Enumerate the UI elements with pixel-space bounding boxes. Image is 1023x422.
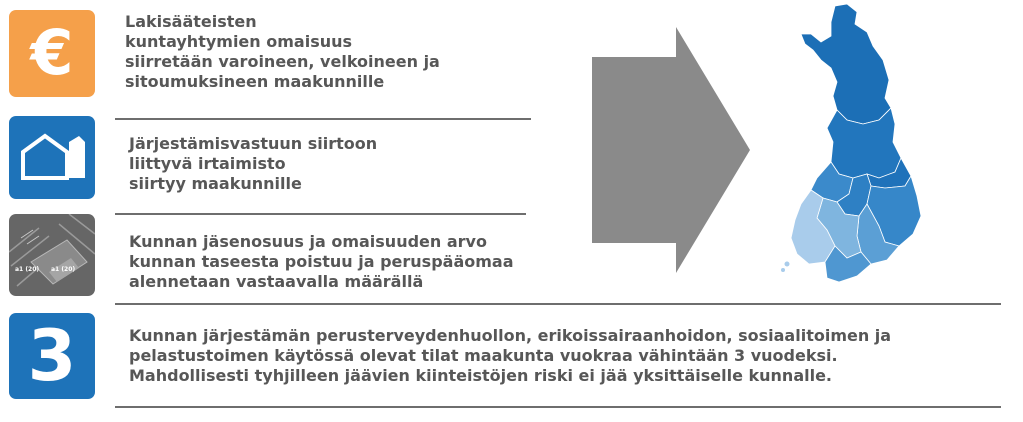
text-line: liittyvä irtaimisto <box>129 154 286 173</box>
number-three-tile <box>9 313 95 399</box>
text-line: alennetaan vastaavalla määrällä <box>129 272 424 291</box>
divider <box>115 118 531 120</box>
divider <box>115 406 1001 408</box>
plan-label: a1 (20) <box>51 266 76 273</box>
text-line: kuntayhtymien omaisuus <box>125 32 353 51</box>
plan-label: a1 (20) <box>15 266 40 273</box>
row-1-text <box>125 12 440 92</box>
text-line: Mahdollisesti tyhjilleen jäävien kiinteistöjen riski ei jää yksittäiselle kunnalle. <box>129 366 833 385</box>
row-2-text <box>129 134 377 194</box>
row-3-text <box>129 232 514 292</box>
divider <box>115 213 526 215</box>
text-line: Kunnan järjestämän perusterveydenhuollon, erikoissairaanhoidon, sosiaalitoimen ja <box>129 326 892 345</box>
text-line: siirretään varoineen, velkoineen ja <box>125 52 440 71</box>
site-plan-tile <box>9 214 95 296</box>
text-line: Kunnan jäsenosuus ja omaisuuden arvo <box>129 232 487 251</box>
site-plan-icon <box>9 214 95 296</box>
text-line: sitoumuksineen maakunnille <box>125 72 385 91</box>
row-4-text <box>129 326 891 386</box>
text-line: Lakisääteisten <box>125 12 257 31</box>
number-three-icon: 3 <box>27 315 77 397</box>
euro-icon: € <box>30 16 74 89</box>
finland-map-icon <box>775 2 925 294</box>
text-line: Järjestämisvastuun siirtoon <box>129 134 378 153</box>
right-arrow-icon <box>590 25 752 275</box>
buildings-icon <box>9 116 95 199</box>
text-line: kunnan taseesta poistuu ja peruspääomaa <box>129 252 514 271</box>
euro-tile <box>9 10 95 97</box>
divider <box>115 303 1001 305</box>
text-line: siirtyy maakunnille <box>129 174 302 193</box>
buildings-tile <box>9 116 95 199</box>
text-line: pelastustoimen käytössä olevat tilat maakunta vuokraa vähintään 3 vuodeksi. <box>129 346 838 365</box>
